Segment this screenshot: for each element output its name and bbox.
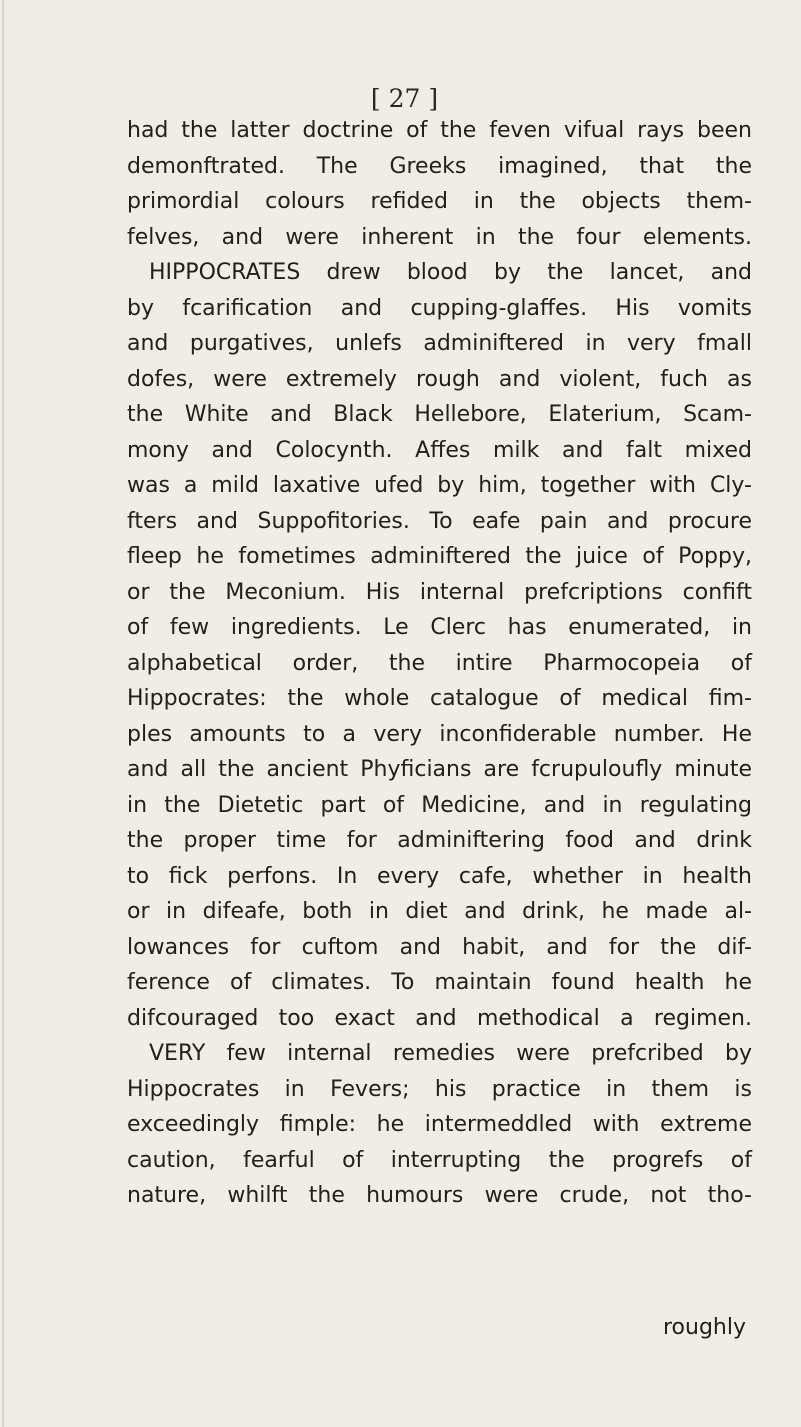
- page-edge: [2, 0, 4, 1427]
- page-number: [ 27 ]: [370, 84, 439, 113]
- text-line: difcouraged too exact and methodical a regimen.: [127, 1005, 752, 1031]
- text-line: by fcarification and cupping-glaffes. His vomits: [127, 295, 752, 321]
- catchword: roughly: [663, 1315, 747, 1340]
- text-line: and all the ancient Phyficians are fcrupuloufly minute: [127, 757, 752, 782]
- text-line: fleep he fometimes adminiftered the juice of Poppy,: [127, 544, 752, 569]
- text-line: the White and Black Hellebore, Elaterium, Scam-: [127, 402, 752, 427]
- text-line: demonftrated. The Greeks imagined, that the: [127, 153, 752, 179]
- text-line: lowances for cuftom and habit, and for the dif-: [127, 934, 752, 960]
- text-line: and purgatives, unlefs adminiftered in very fmall: [127, 331, 752, 356]
- text-line: exceedingly fimple: he intermeddled with extreme: [127, 1112, 752, 1137]
- text-line: the proper time for adminiftering food and drink: [127, 828, 752, 853]
- text-line: nature, whilft the humours were crude, not tho-: [127, 1183, 752, 1208]
- text-line: to fick perfons. In every cafe, whether in health: [127, 863, 752, 889]
- text-line: felves, and were inherent in the four elements.: [127, 224, 752, 250]
- text-line: dofes, were extremely rough and violent, fuch as: [127, 366, 752, 392]
- text-line: ference of climates. To maintain found health he: [127, 970, 752, 995]
- text-line: HIPPOCRATES drew blood by the lancet, and: [149, 260, 752, 285]
- text-line: or in difeafe, both in diet and drink, he made al-: [127, 899, 752, 924]
- text-line: was a mild laxative ufed by him, together with Cly-: [127, 473, 752, 498]
- text-line: Hippocrates: the whole catalogue of medical fim-: [127, 686, 752, 711]
- text-line: alphabetical order, the intire Pharmocopeia of: [127, 650, 752, 676]
- text-line: VERY few internal remedies were prefcribed by: [149, 1041, 752, 1066]
- text-line: ples amounts to a very inconfiderable number. He: [127, 721, 752, 747]
- text-line: mony and Colocynth. Affes milk and falt mixed: [127, 437, 752, 463]
- text-line: had the latter doctrine of the feven vifual rays been: [127, 118, 752, 143]
- text-line: fters and Suppofitories. To eafe pain and procure: [127, 508, 752, 534]
- text-line: primordial colours refided in the objects them-: [127, 189, 752, 214]
- text-line: in the Dietetic part of Medicine, and in regulating: [127, 792, 752, 818]
- text-line: or the Meconium. His internal prefcriptions confift: [127, 579, 752, 605]
- body-text: [127, 113, 752, 1214]
- text-line: caution, fearful of interrupting the progrefs of: [127, 1147, 752, 1173]
- text-line: Hippocrates in Fevers; his practice in them is: [127, 1076, 752, 1102]
- text-line: of few ingredients. Le Clerc has enumerated, in: [127, 615, 752, 640]
